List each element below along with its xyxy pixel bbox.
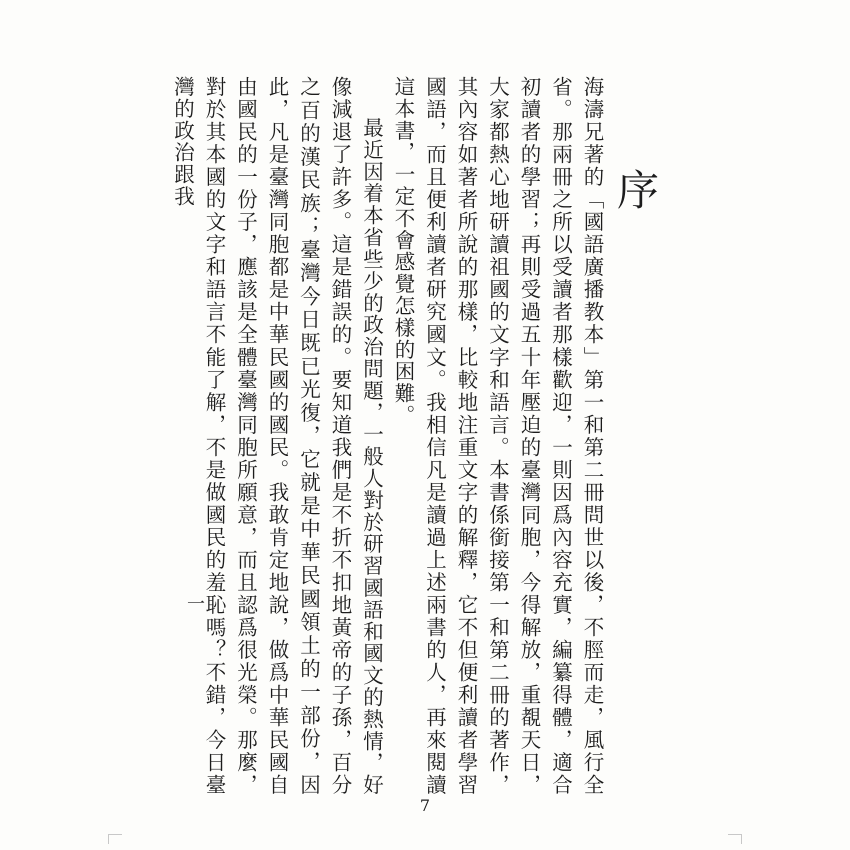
preface-body: [170, 76, 607, 796]
crop-mark-right: [728, 834, 742, 835]
page-number: 7: [419, 796, 431, 815]
crop-mark-left: [108, 834, 122, 835]
paragraph-1: 海濤兄著的「國語廣播教本」第一和第二冊問世以後，不脛而走，風行全省。那兩冊之所以受讀者那樣歡迎，一則因爲內容充實，編纂得體，適合初讀者的學習；再則受過五十年壓迫的臺灣同胞，今得解放，重覩天日，大家都熱心地研讀祖國的文字和語言。本書係銜接第一和第二冊的著作，其內容如著者所說的那樣，比較地注重文字的解釋，它不但便利讀者學習國語，而且便利讀者研究國文。我相信凡是讀過上述兩書的人，再來閱讀這本書，一定不會感覺怎樣的困難。: [391, 76, 604, 796]
crop-mark-right-vertical: [741, 834, 742, 844]
preface-heading: 序: [616, 166, 659, 215]
paragraph-2: 最近因着本省些少的政治問題，一般人對於研習國語和國文的熱情，好像減退了許多。這是錯誤的。要知道我們是不折不扣地黃帝的子孫，百分之百的漢民族；臺灣今日既已光復，它就是中華民國領土的一部份，因此，凡是臺灣同胞都是中華民國的國民。我敢肯定地說，做爲中華民國自由國民的一份子，應該是全體臺灣同胞所願意，而且認爲很光榮。那麼，對於其本國的文字和語言不能了解，不是做國民的羞恥嗎？不錯，今日臺灣的政治跟我: [170, 76, 384, 796]
margin-mark: 一: [187, 594, 205, 615]
crop-mark-left-vertical: [108, 834, 109, 844]
